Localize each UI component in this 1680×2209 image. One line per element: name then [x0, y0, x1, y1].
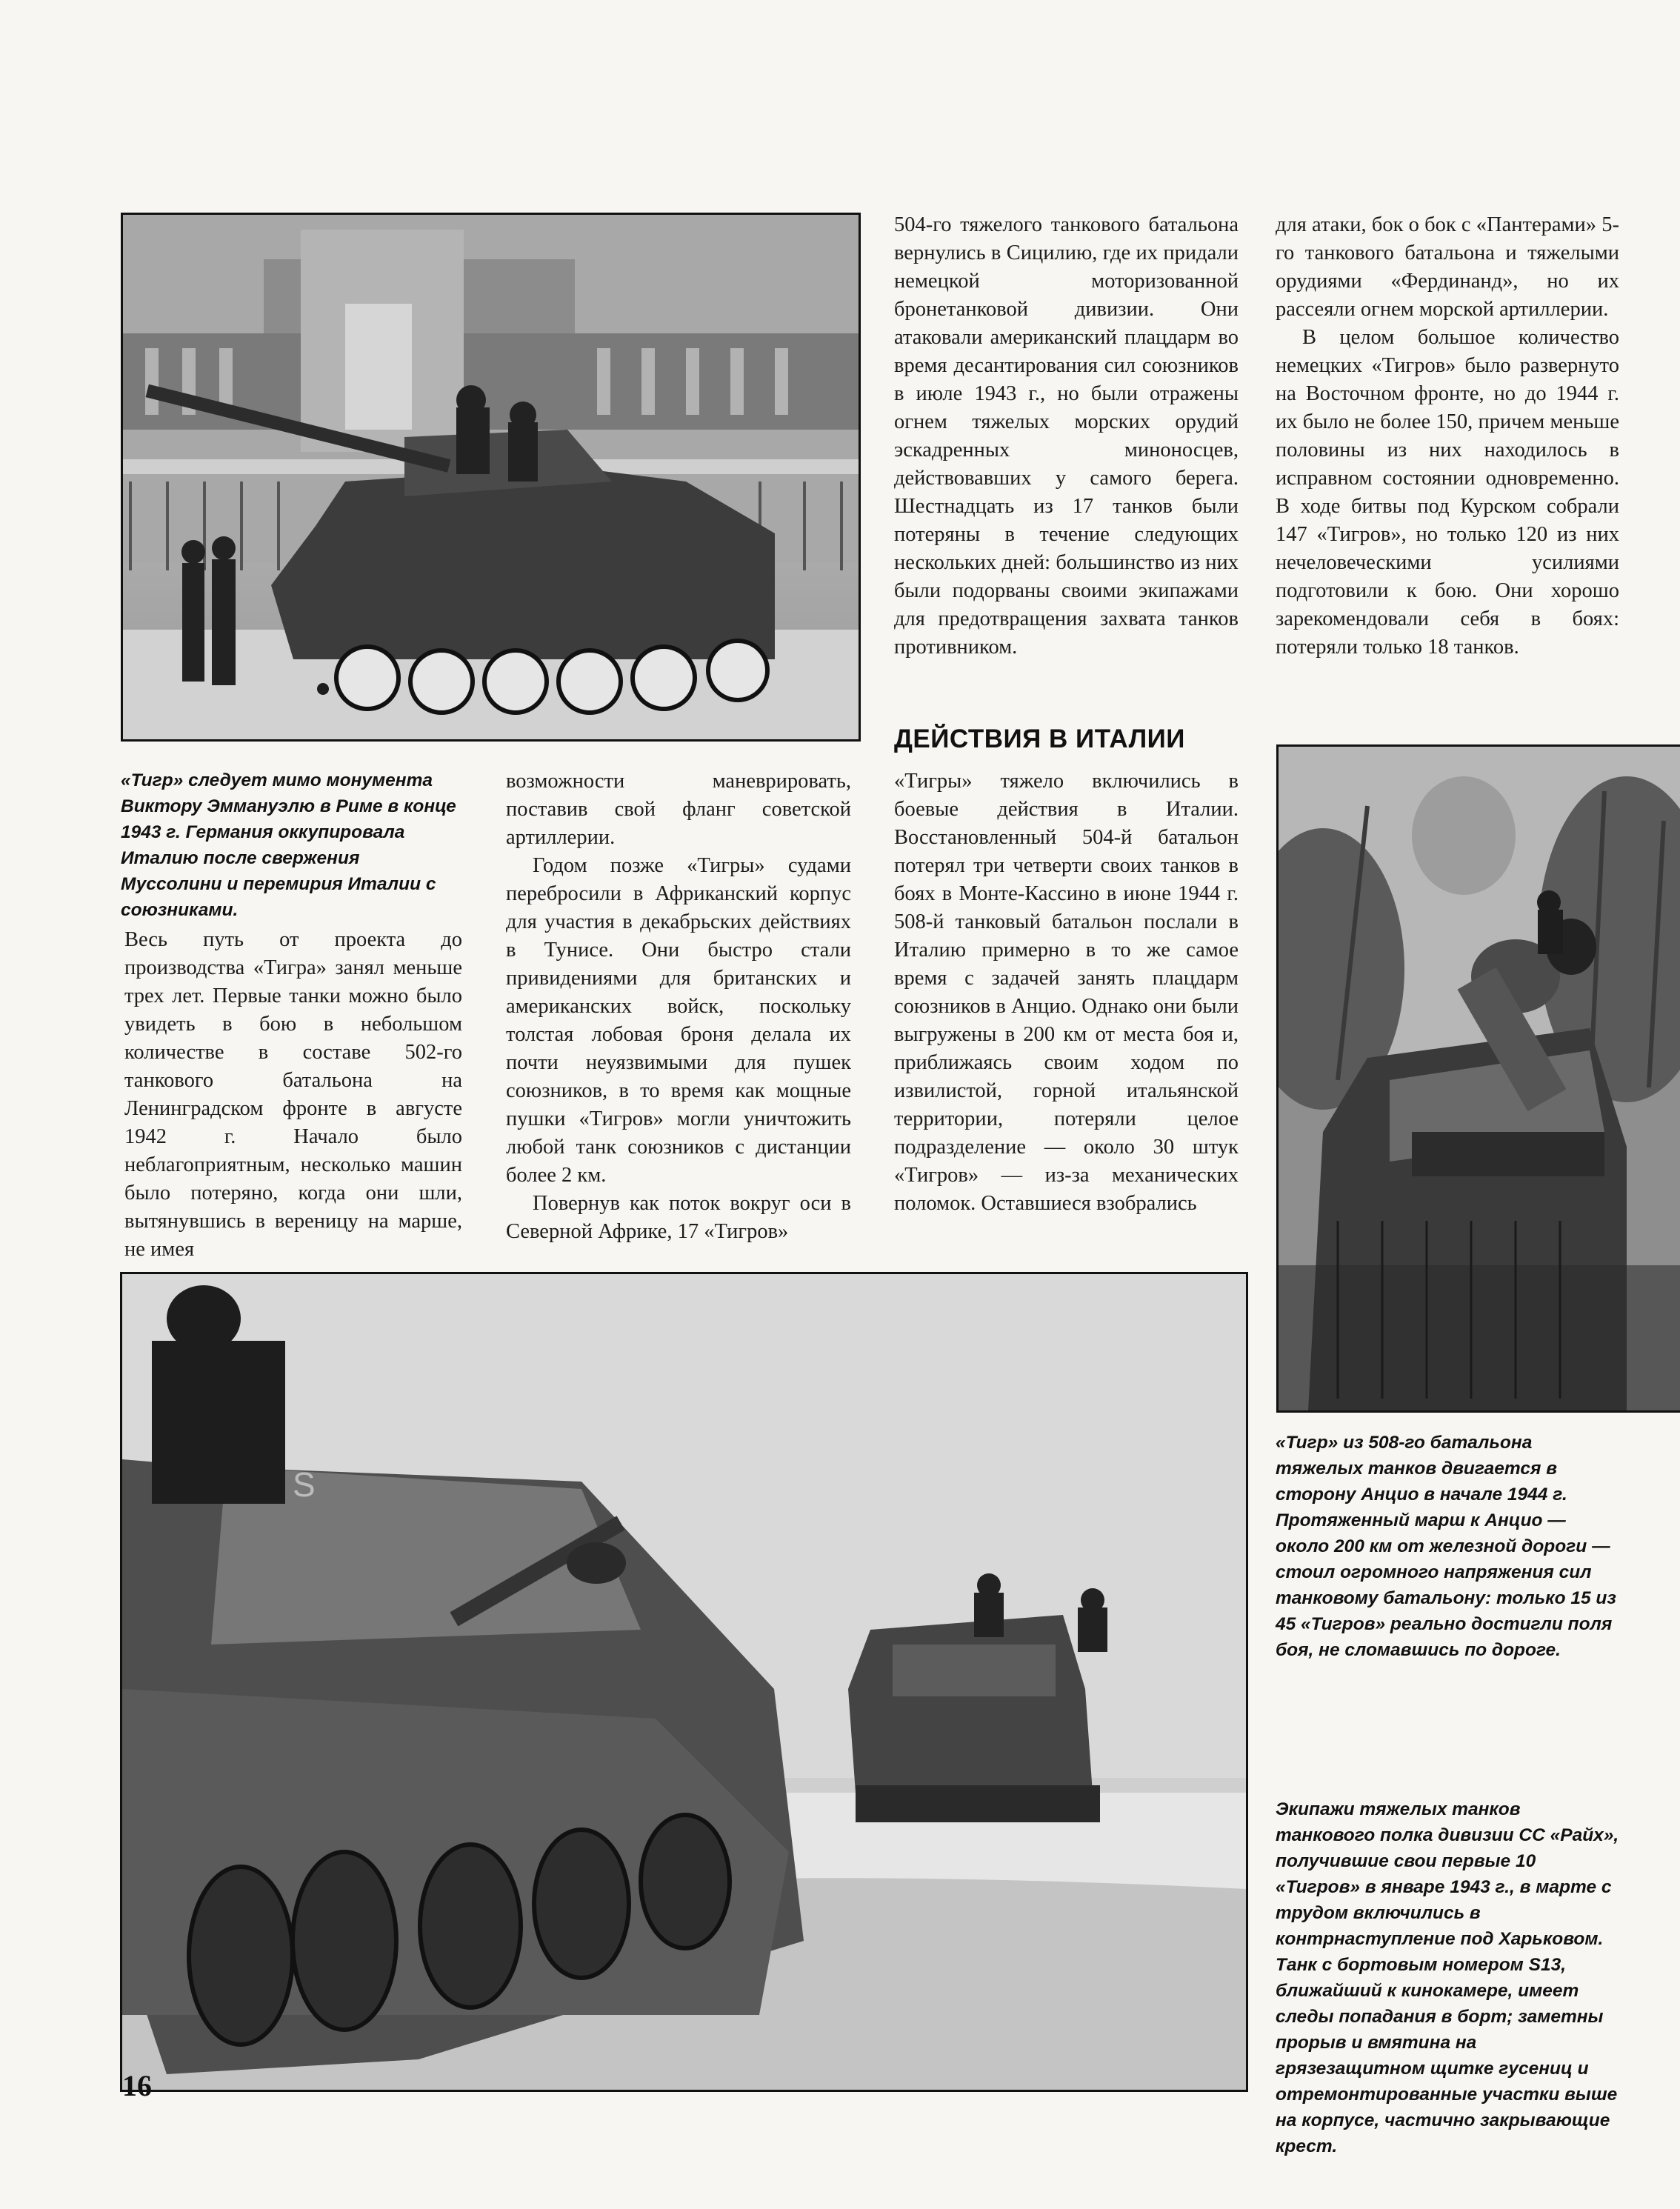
caption-rome: «Тигр» следует мимо монумента Виктору Эммануэлю в Риме в конце 1943 г. Германия оккупировала Италию после свержения Муссолини и перемирия Италии с союзниками. [121, 770, 456, 920]
text-column-3 [894, 211, 1239, 662]
col4-paragraph-1: для атаки, бок о бок с «Пантерами» 5-го танкового батальона и тяжелыми орудиями «Фердинанд», но их рассеяли огнем морской артиллерии. [1276, 213, 1619, 321]
tiger-anzio-image [1279, 747, 1680, 1410]
tigers-kharkov-image [122, 1274, 1246, 2090]
col2-paragraph-3: Повернув как поток вокруг оси в Северной Африке, 17 «Тигров» [506, 1192, 851, 1243]
col3-paragraph-2: «Тигры» тяжело включились в боевые действия в Италии. Восстановленный 504-й батальон потерял три четверти своих танков в боях в Монте-Кассино в июне 1944 г. 508-й танковый батальон послали в Италию примерно в то же самое время с задачей занять плацдарм союзников в Анцио. Однако они были выгружены в 200 км от места боя и, приближаясь своим ходом по извилистой, горной итальянской территории, потеряли целое подразделение — около 30 штук «Тигров» — из-за механических поломок. Оставшиеся взобрались [894, 770, 1239, 1215]
text-column-2 [506, 767, 851, 1246]
text-column-1 [124, 926, 462, 1264]
photo-tiger-rome [121, 213, 861, 742]
col2-paragraph-2: Годом позже «Тигры» судами перебросили в Африканский корпус для участия в декабрьских действиях в Тунисе. Они быстро стали привидениями для британских и американских войск, поскольку толстая лобовая броня делала их почти неуязвимыми для пушек союзников, в то время как мощные пушки «Тигров» могли уничтожить любой танк союзников с дистанции более 2 км. [506, 854, 851, 1187]
caption-kharkov: Экипажи тяжелых танков танкового полка дивизии СС «Райх», получившие свои первые 10 «Тигров» в январе 1943 г., в марте с трудом включились в контрнаступление под Харьковом. Танк с бортовым номером S13, ближайший к кинокамере, имеет следы попадания в борт; заметны прорыв и вмятина на грязезащитном щитке гусениц и отремонтированные участки выше на корпусе, частично закрывающие крест. [1276, 1799, 1619, 2156]
section-heading-italy: ДЕЙСТВИЯ В ИТАЛИИ [894, 724, 1185, 753]
caption-anzio: «Тигр» из 508-го батальона тяжелых танков двигается в сторону Анцио в начале 1944 г. Протяженный марш к Анцио — около 200 км от железной дороги — стоил огромного напряжения сил танковому батальону: только 15 из 45 «Тигров» реально достигли поля боя, не сломавшись по дороге. [1276, 1433, 1616, 1660]
photo-tigers-kharkov [120, 1272, 1248, 2092]
photo-tiger-anzio [1276, 744, 1680, 1413]
page-number: 16 [122, 2069, 152, 2102]
text-column-3b [894, 767, 1239, 1218]
text-column-4 [1276, 211, 1619, 662]
col4-paragraph-2: В целом большое количество немецких «Тигров» было развернуто на Восточном фронте, но до 1944 г. их было не более 150, причем меньше половины из них находилось в исправном состоянии одновременно. В ходе битвы под Курском собрали 147 «Тигров», но только 120 из них нечеловеческими усилиями подготовили к бою. Они хорошо зарекомендовали себя в боях: потеряли только 18 танков. [1276, 326, 1619, 659]
col2-paragraph-1: возможности маневрировать, поставив свой фланг советской артиллерии. [506, 770, 851, 849]
col1-paragraph-1: Весь путь от проекта до производства «Тигра» занял меньше трех лет. Первые танки можно было увидеть в бою в небольшом количестве в составе 502-го танкового батальона на Ленинградском фронте в августе 1942 г. Начало было неблагоприятным, несколько машин было потеряно, когда они шли, вытянувшись в вереницу на марше, не имея [124, 928, 462, 1261]
col3-paragraph-1: 504-го тяжелого танкового батальона вернулись в Сицилию, где их придали немецкой моторизованной бронетанковой дивизии. Они атаковали американский плацдарм во время десантирования сил союзников в июле 1943 г., но были отражены огнем тяжелых морских орудий эскадренных миноносцев, действовавших у самого берега. Шестнадцать из 17 танков были потеряны в течение следующих нескольких дней: большинство из них были подорваны своими экипажами для предотвращения захвата танков противником. [894, 213, 1239, 659]
tank-number-marking: S [293, 1465, 316, 1504]
tiger-rome-image [123, 215, 859, 739]
